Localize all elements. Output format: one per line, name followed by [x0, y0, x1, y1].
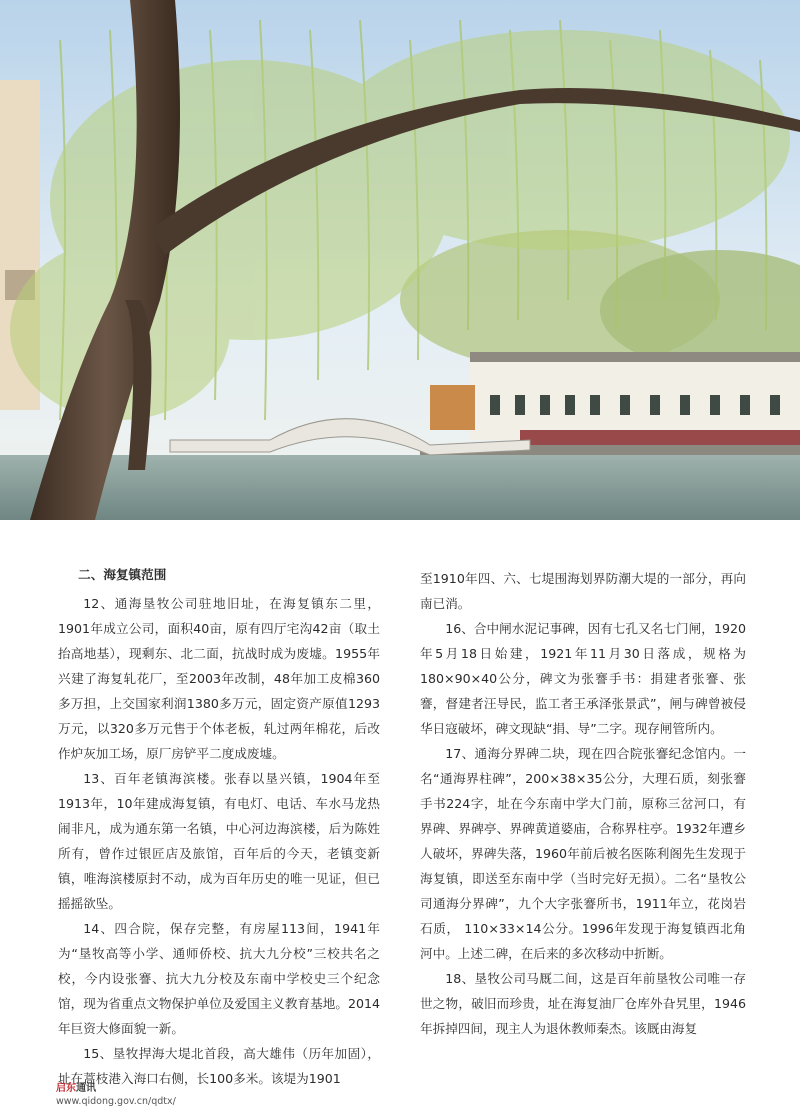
paragraph-17: 17、通海分界碑二块，现在四合院张謇纪念馆内。一名“通海界柱碑”，200×38×35公分，大理石质，刻张謇手书224字，址在今东南中学大门前，原称三岔河口，有界碑、界碑亭、界碑黄道婆庙，合称界柱亭。1932年遭乡人破坏，界碑失落，1960年前后被名医陈利阁先生发现于海复镇，即送至东南中学（当时完好无损）。二名“垦牧公司通海分界碑”，九个大字张謇所书，1911年立，花岗岩石质， 110×33×14公分。1996年发现于海复镇西北角河中。上述二碑，在后来的多次移动中折断。 — [420, 746, 746, 961]
paragraph-13: 13、百年老镇海滨楼。张春以垦兴镇，1904年至1913年，10年建成海复镇，有电灯、电话、车水马龙热闹非凡，成为通东第一名镇，中心河边海滨楼，后为陈姓所有，曾作过银匠店及旅馆，百年后的今天，老镇变新镇，唯海滨楼原封不动，成为百年历史的唯一见证，但已摇摇欲坠。 — [58, 771, 380, 911]
brand-part2: 通讯 — [76, 1083, 96, 1094]
brand-part1: 启东 — [56, 1083, 76, 1094]
paragraph-18: 18、垦牧公司马厩二间，这是百年前垦牧公司唯一存世之物，破旧而珍贵，址在海复油厂仓库外旮旯里，1946年拆掉四间，现主人为退休教师秦杰。该厩由海复 — [420, 971, 746, 1036]
paragraph-15-continuation: 至1910年四、六、七堤围海划界防潮大堤的一部分，再向南已消。 — [420, 571, 746, 611]
left-text-column — [58, 562, 380, 1091]
right-text-column — [420, 566, 746, 1041]
paragraph-16: 16、合中闸水泥记事碑，因有七孔又名七门闸，1920年5月18日始建，1921年11月30日落成，规格为180×90×40公分，碑文为张謇手书：捐建者张謇、张謇，督建者汪导民，监工者王承泽张景武”，闸与碑曾被侵华日寇破坏，碑文现缺“捐、导”二字。现存闸管所内。 — [420, 621, 746, 736]
footer-url-link[interactable]: www.qidong.gov.cn/qdtx/ — [56, 1096, 176, 1107]
section-heading: 二、海复镇范围 — [78, 567, 167, 582]
publication-brand — [56, 1082, 176, 1095]
paragraph-14: 14、四合院，保存完整，有房屋113间，1941年为“垦牧高等小学、通师侨校、抗大九分校”三校共名之校，今内设张謇、抗大九分校及东南中学校史三个纪念馆，现为省重点文物保护单位及爱国主义教育基地。2014年巨资大修面貌一新。 — [58, 921, 380, 1036]
header-photo — [0, 0, 800, 520]
willow-bridge-landscape-image — [0, 0, 800, 520]
page-footer — [56, 1082, 176, 1108]
paragraph-15: 15、垦牧捍海大堤北首段，高大雄伟（历年加固），址在蒿枝港入海口右侧，长100多米。该堤为1901 — [58, 1046, 380, 1086]
paragraph-12: 12、通海垦牧公司驻地旧址，在海复镇东二里，1901年成立公司，面积40亩，原有四厅宅沟42亩（取土抬高地基），现剩东、北二面，抗战时成为废墟。1955年兴建了海复轧花厂，至2003年改制，48年加工皮棉360多万担，上交国家利润1380多万元，固定资产原值1293万元，以320多万元售于个体老板，轧过两年棉花，后改作炉灰加工场，原厂房铲平二度成废墟。 — [58, 596, 380, 761]
